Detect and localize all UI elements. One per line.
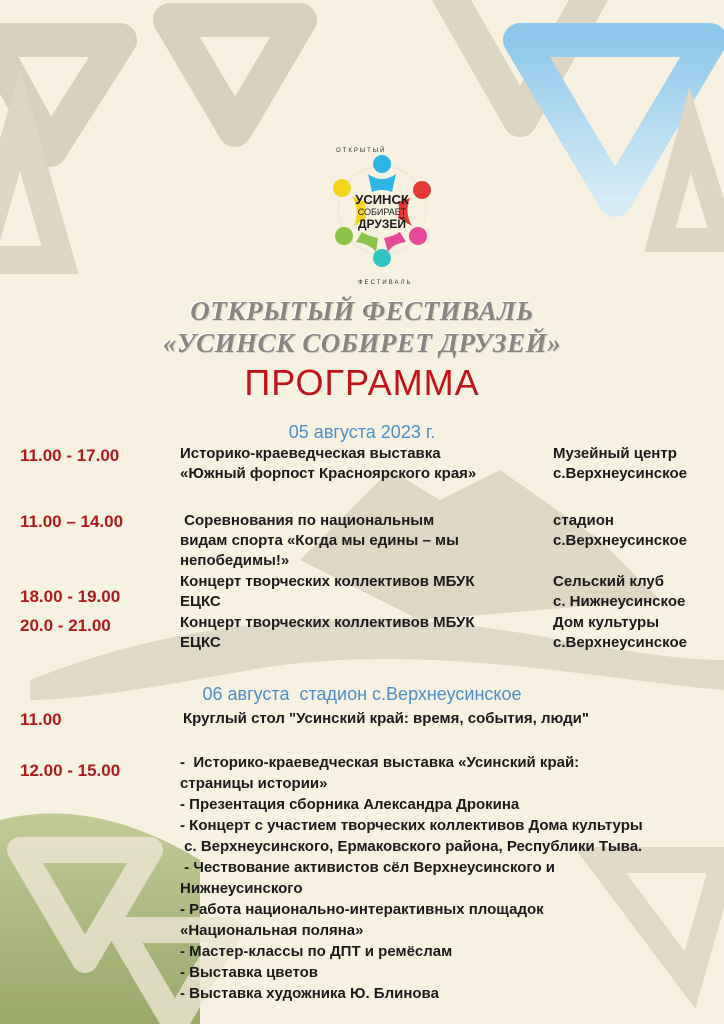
event-place: Дом культуры (553, 614, 660, 631)
day2-header: 06 августа стадион с.Верхнеусинское (202, 684, 522, 704)
event-place: с. Нижнеусинское (553, 593, 686, 610)
program-item: - Мастер-классы по ДПТ и ремёслам (180, 943, 453, 960)
program-item: страницы истории» (180, 775, 328, 792)
festival-title-line1: ОТКРЫТЫЙ ФЕСТИВАЛЬ (190, 296, 534, 326)
event-title: непобедимы!» (180, 552, 290, 569)
program-item: - Концерт с участием творческих коллективов Дома культуры (180, 817, 643, 834)
event-place: Сельский клуб (553, 573, 665, 590)
logo-ring-bottom: ФЕСТИВАЛЬ (358, 280, 413, 286)
festival-logo (318, 140, 446, 288)
event-title: Историко-краеведческая выставка (180, 445, 441, 462)
day1-header: 05 августа 2023 г. (288, 422, 436, 442)
event-time: 12.00 - 15.00 (20, 761, 121, 780)
ornament-top-left (0, 20, 300, 150)
event-title: ЕЦКС (180, 593, 221, 610)
event-title: «Южный форпост Красноярского края» (180, 465, 477, 482)
program-heading: ПРОГРАММА (244, 362, 480, 403)
program-item: - Историко-краеведческая выставка «Усинский край: (180, 754, 580, 771)
event-time: 11.00 - 17.00 (20, 446, 120, 465)
program-item: Нижнеусинского (180, 880, 303, 897)
event-title: Концерт творческих коллективов МБУК (180, 614, 475, 631)
event-title: Концерт творческих коллективов МБУК (180, 573, 475, 590)
program-item: - Выставка художника Ю. Блинова (180, 985, 439, 1002)
program-items (180, 752, 720, 1004)
event-place: стадион (553, 512, 614, 529)
program-item: - Презентация сборника Александра Дрокина (180, 796, 520, 813)
event-title: видам спорта «Когда мы едины – мы (180, 532, 459, 549)
program-item: с. Верхнеусинского, Ермаковского района, Республики Тыва. (180, 838, 643, 855)
program-item: - Работа национально-интерактивных площадок (180, 901, 544, 918)
program-item: «Национальная поляна» (180, 922, 364, 939)
event-title: Соревнования по национальным (180, 512, 435, 529)
event-place: с.Верхнеусинское (553, 465, 687, 482)
event-time: 11.00 (20, 710, 62, 729)
program-item: - Выставка цветов (180, 964, 318, 981)
event-time: 20.0 - 21.00 (20, 616, 111, 635)
logo-line3: ДРУЗЕЙ (357, 217, 407, 231)
event-title: ЕЦКС (180, 634, 221, 651)
program-item: - Чествование активистов сёл Верхнеусинского и (180, 859, 556, 876)
logo-line2: СОБИРАЕТ (357, 207, 407, 217)
event-place: с.Верхнеусинское (553, 532, 687, 549)
event-time: 11.00 – 14.00 (20, 512, 124, 531)
festival-title-line2: «УСИНСК СОБИРЕТ ДРУЗЕЙ» (162, 328, 562, 358)
event-place: Музейный центр (553, 445, 677, 462)
event-time: 18.00 - 19.00 (20, 587, 121, 606)
ornament-side-right (660, 130, 724, 240)
logo-line1: УСИНСК (355, 192, 409, 207)
event-place: с.Верхнеусинское (553, 634, 687, 651)
event-title: Круглый стол "Усинский край: время, события, люди" (183, 710, 589, 727)
logo-ring-top: ОТКРЫТЫЙ (336, 148, 387, 154)
